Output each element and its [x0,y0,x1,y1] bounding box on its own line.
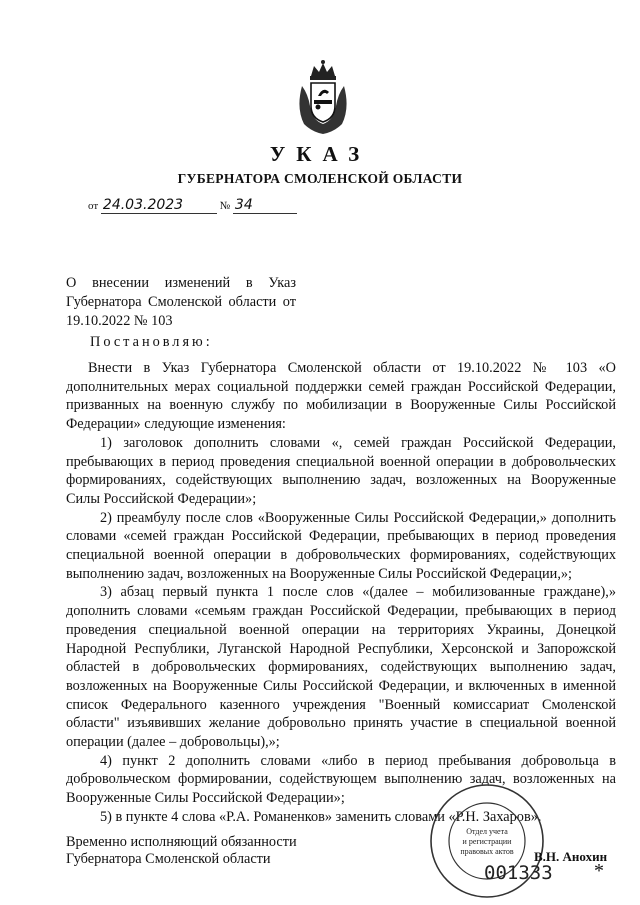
date-label: от [88,200,99,212]
date-number-line [88,197,297,214]
coat-of-arms-icon [294,58,352,136]
document-subject: О внесении изменений в Указ Губернатора Смоленской области от 19.10.2022 № 103 [66,275,296,329]
paragraph-item-4: 4) пункт 2 дополнить словами «либо в период пребывания добровольца в добровольческом формировании, содействующем выполнению задач, возложенных на Вооруженные Силы Российской Федерации»; [66,752,616,807]
handwritten-number: 34 [233,197,297,214]
handwritten-date: 24.03.2023 [101,197,217,214]
stamp-center-line3: правовых актов [460,847,514,856]
signer-position [66,834,297,868]
stamp-center-line2: и регистрации [462,837,512,846]
decree-word: Постановляю: [90,334,213,350]
signer-name: В.Н. Анохин [534,849,608,864]
paragraph-item-3: 3) абзац первый пункта 1 после слов «(далее – мобилизованные граждане),» дополнить словами «семьям граждан Российской Федерации, пребывающих в период проведения специальной военной операции на территориях Украины, Донецкой Народной Республики, Луганской Народной Республики, Херсонской и Запорожской областей в добровольческих формированиях, содействующих выполнению задач, возложенных на Вооруженные Силы Российской Федерации, и включенных в именной список Федерального казенного учреждения "Военный комиссариат Смоленской области" изъявивших желание добровольно принять участие в специальной военной операции (далее – добровольцы),»; [66,584,616,751]
paragraph-intro: Внести в Указ Губернатора Смоленской области от 19.10.2022 № 103 «О дополнительных мерах социальной поддержки семей граждан Российской Федерации, призванных на военную службу по мобилизации в Вооруженные Силы Российской Федерации» следующие изменения: [66,360,616,433]
signer-position-line2: Губернатора Смоленской области [66,851,271,867]
number-label: № [219,200,231,212]
document-body [66,359,616,827]
document-title: УКАЗ [269,142,371,166]
paragraph-item-5: 5) в пункте 4 слова «Р.А. Романенков» заменить словами «Р.Н. Захаров». [100,808,542,825]
star-mark: * [594,860,604,882]
stamp-center-line1: Отдел учета [466,827,508,836]
document-subtitle: ГУБЕРНАТОРА СМОЛЕНСКОЙ ОБЛАСТИ [177,171,463,186]
signer-position-line1: Временно исполняющий обязанности [66,834,297,850]
paragraph-item-2: 2) преамбулу после слов «Вооруженные Силы Российской Федерации,» дополнить словами «семей граждан Российской Федерации, пребывающих в период проведения специальной военной операции в добровольческих формированиях, содействующих выполнению задач, возложенных на Вооруженные Силы Российской Федерации,»; [66,509,616,582]
paragraph-item-1: 1) заголовок дополнить словами «, семей граждан Российской Федерации, пребывающих в период проведения специальной военной операции в добровольческих формированиях, содействующих выполнению задач, возложенных на Вооруженные Силы Российской Федерации»; [66,434,616,507]
registration-number: 001333 [484,862,553,884]
